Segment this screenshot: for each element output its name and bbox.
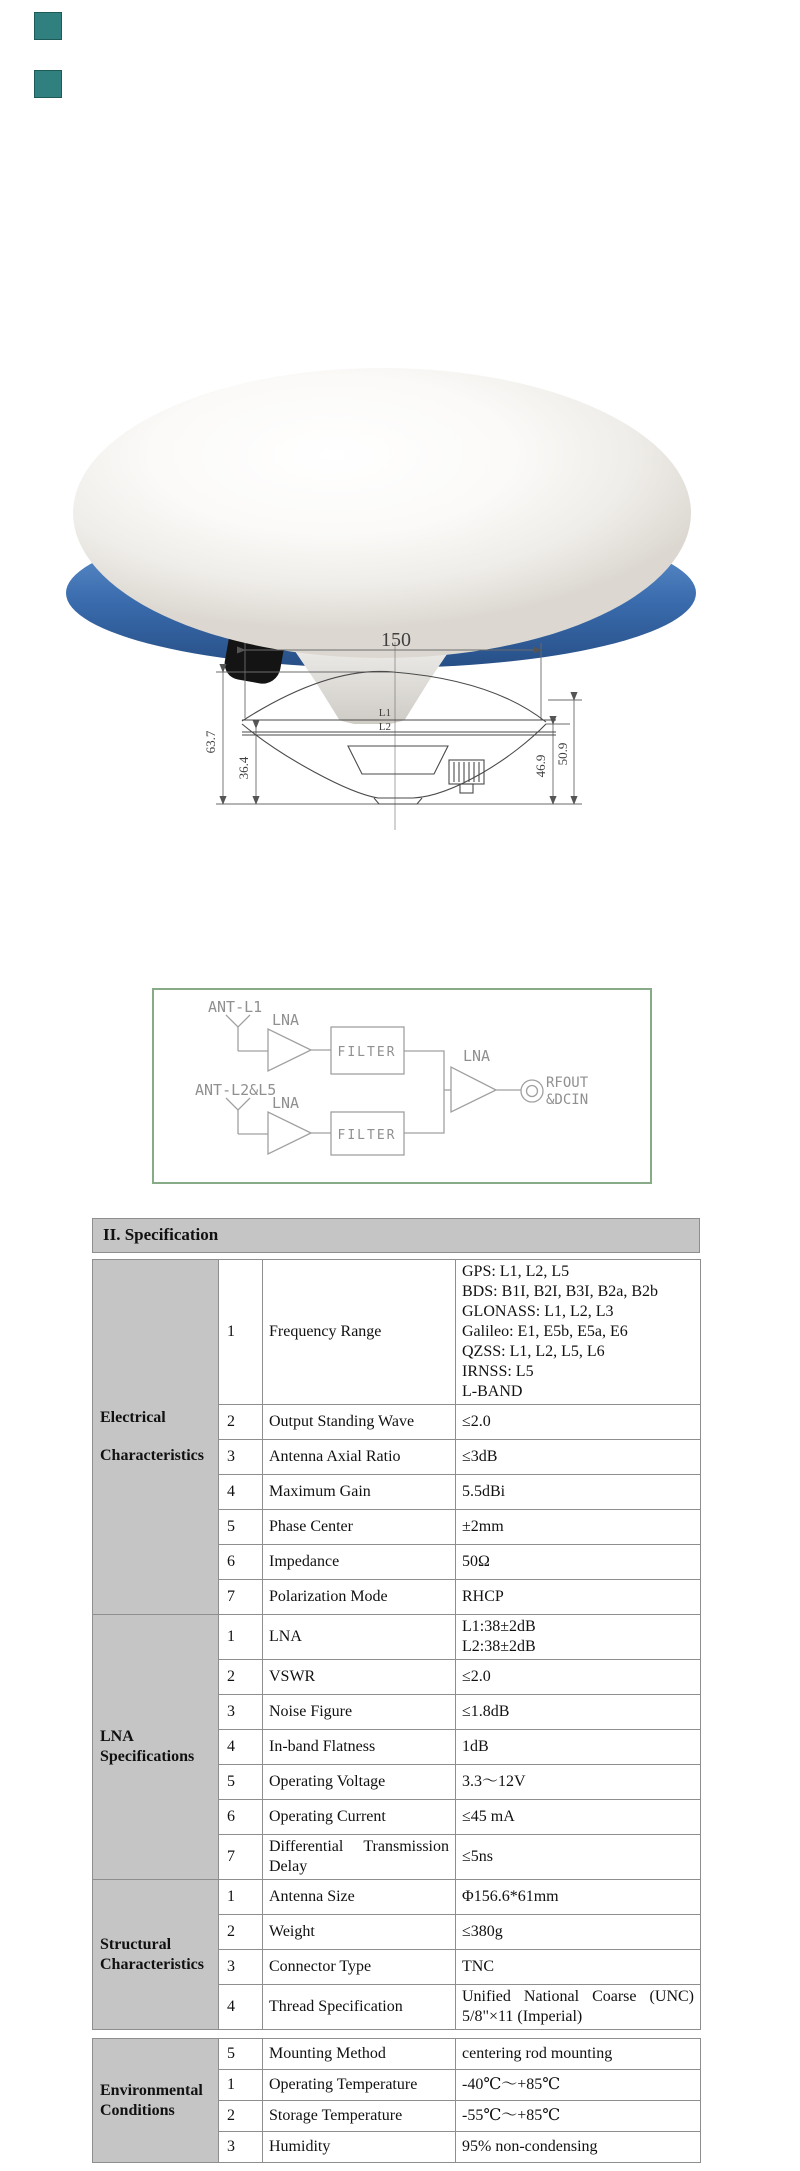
dim-outer-right-label: 50.9 bbox=[555, 742, 570, 766]
filter2-label: FILTER bbox=[337, 1128, 397, 1143]
row-value-line: L2:38±2dB bbox=[462, 1638, 536, 1655]
antenna-dome bbox=[73, 368, 691, 658]
row-parameter: Noise Figure bbox=[263, 1695, 456, 1730]
section-label bbox=[93, 1880, 219, 2030]
ant-l1-label: ANT-L1 bbox=[208, 998, 263, 1016]
row-value: Unified National Coarse (UNC) 5/8"×11 (Imperial) bbox=[456, 1985, 701, 2030]
row-value-line: QZSS: L1, L2, L5, L6 bbox=[462, 1343, 605, 1360]
teal-square-icon bbox=[34, 12, 62, 40]
row-value: 3.3～12V bbox=[456, 1765, 701, 1800]
antenna-photo bbox=[0, 180, 800, 630]
layer-l1-label: L1 bbox=[378, 707, 391, 719]
section-label bbox=[93, 1260, 219, 1615]
row-value: 1dB bbox=[456, 1730, 701, 1765]
section-label-line: Characteristics bbox=[100, 1955, 204, 1973]
row-parameter: LNA bbox=[263, 1615, 456, 1660]
row-number: 5 bbox=[219, 1510, 263, 1545]
row-parameter: Frequency Range bbox=[263, 1260, 456, 1405]
row-parameter: Operating Temperature bbox=[263, 2070, 456, 2101]
section-label bbox=[93, 2039, 219, 2163]
row-number: 5 bbox=[219, 2039, 263, 2070]
row-parameter: VSWR bbox=[263, 1660, 456, 1695]
row-value: centering rod mounting bbox=[456, 2039, 701, 2070]
row-value-line: BDS: B1I, B2I, B3I, B2a, B2b bbox=[462, 1283, 659, 1300]
row-number: 7 bbox=[219, 1835, 263, 1880]
rfout-label: RFOUT bbox=[546, 1075, 589, 1091]
lna3-label: LNA bbox=[463, 1047, 491, 1065]
row-value: 95% non-condensing bbox=[456, 2132, 701, 2163]
row-value: -55℃～+85℃ bbox=[456, 2101, 701, 2132]
section-label-line: Specifications bbox=[100, 1748, 195, 1765]
section-label-line: Environmental bbox=[100, 2081, 203, 2099]
row-number: 2 bbox=[219, 1405, 263, 1440]
table-row bbox=[93, 2039, 701, 2070]
section-label-line: Structural bbox=[100, 1935, 172, 1953]
row-value: Φ156.6*61mm bbox=[456, 1880, 701, 1915]
row-value: ≤45 mA bbox=[456, 1800, 701, 1835]
row-value-line: GPS: L1, L2, L5 bbox=[462, 1263, 570, 1280]
row-number: 4 bbox=[219, 1475, 263, 1510]
row-parameter: Thread Specification bbox=[263, 1985, 456, 2030]
filter1-label: FILTER bbox=[337, 1045, 397, 1060]
row-parameter: Output Standing Wave bbox=[263, 1405, 456, 1440]
dcin-label: &DCIN bbox=[546, 1092, 589, 1108]
row-value-line: GLONASS: L1, L2, L3 bbox=[462, 1303, 614, 1320]
lna2-label: LNA bbox=[272, 1094, 300, 1112]
row-value: ≤3dB bbox=[456, 1440, 701, 1475]
row-parameter: Weight bbox=[263, 1915, 456, 1950]
row-number: 3 bbox=[219, 1440, 263, 1475]
section-label-line: Conditions bbox=[100, 2101, 175, 2119]
row-parameter: Differential Transmission Delay bbox=[263, 1835, 456, 1880]
spec-tables bbox=[92, 1259, 700, 2163]
row-value: ≤380g bbox=[456, 1915, 701, 1950]
table-row bbox=[93, 1615, 701, 1660]
row-value: ±2mm bbox=[456, 1510, 701, 1545]
row-value-line: L-BAND bbox=[462, 1383, 523, 1400]
lna1-label: LNA bbox=[272, 1011, 300, 1029]
row-number: 2 bbox=[219, 1915, 263, 1950]
row-value: ≤5ns bbox=[456, 1835, 701, 1880]
dim-overall-height-label: 63.7 bbox=[203, 730, 218, 754]
row-value-line: Galileo: E1, E5b, E5a, E6 bbox=[462, 1323, 628, 1340]
dim-inner-right-label: 46.9 bbox=[533, 754, 548, 778]
row-parameter: Phase Center bbox=[263, 1510, 456, 1545]
row-number: 1 bbox=[219, 2070, 263, 2101]
row-parameter: Maximum Gain bbox=[263, 1475, 456, 1510]
dim-lower-height-label: 36.4 bbox=[236, 756, 251, 780]
section-label-line: LNA bbox=[100, 1728, 134, 1745]
table-row bbox=[93, 1260, 701, 1405]
row-value: ≤2.0 bbox=[456, 1405, 701, 1440]
section-label-line: Electrical bbox=[100, 1409, 166, 1426]
row-number: 3 bbox=[219, 1695, 263, 1730]
dim-width-label: 150 bbox=[381, 629, 411, 651]
row-value: ≤2.0 bbox=[456, 1660, 701, 1695]
spec-table-1 bbox=[92, 1259, 701, 2030]
row-value bbox=[456, 1615, 701, 1660]
row-value: 50Ω bbox=[456, 1545, 701, 1580]
row-parameter: Operating Current bbox=[263, 1800, 456, 1835]
row-value: ≤1.8dB bbox=[456, 1695, 701, 1730]
row-parameter: In-band Flatness bbox=[263, 1730, 456, 1765]
row-value: -40℃～+85℃ bbox=[456, 2070, 701, 2101]
row-parameter: Storage Temperature bbox=[263, 2101, 456, 2132]
block-diagram-svg bbox=[154, 990, 650, 1182]
row-value: TNC bbox=[456, 1950, 701, 1985]
row-number: 1 bbox=[219, 1615, 263, 1660]
spec-table-2 bbox=[92, 2038, 701, 2163]
row-parameter: Humidity bbox=[263, 2132, 456, 2163]
row-number: 3 bbox=[219, 1950, 263, 1985]
section-label-line: Characteristics bbox=[100, 1447, 204, 1464]
row-number: 5 bbox=[219, 1765, 263, 1800]
row-number: 4 bbox=[219, 1985, 263, 2030]
row-value bbox=[456, 1260, 701, 1405]
row-parameter: Antenna Axial Ratio bbox=[263, 1440, 456, 1475]
row-number: 1 bbox=[219, 1880, 263, 1915]
teal-square-icon bbox=[34, 70, 62, 98]
dimension-drawing bbox=[198, 628, 602, 836]
row-parameter: Mounting Method bbox=[263, 2039, 456, 2070]
row-value: RHCP bbox=[456, 1580, 701, 1615]
row-parameter: Antenna Size bbox=[263, 1880, 456, 1915]
row-parameter: Operating Voltage bbox=[263, 1765, 456, 1800]
layer-l2-label: L2 bbox=[378, 721, 391, 733]
section-label bbox=[93, 1615, 219, 1880]
row-number: 4 bbox=[219, 1730, 263, 1765]
row-number: 6 bbox=[219, 1800, 263, 1835]
row-value-line: L1:38±2dB bbox=[462, 1618, 536, 1635]
row-number: 3 bbox=[219, 2132, 263, 2163]
row-number: 7 bbox=[219, 1580, 263, 1615]
row-value: 5.5dBi bbox=[456, 1475, 701, 1510]
row-value-line: IRNSS: L5 bbox=[462, 1363, 534, 1380]
row-number: 1 bbox=[219, 1260, 263, 1405]
spec-table-title: II. Specification bbox=[92, 1218, 700, 1253]
row-number: 2 bbox=[219, 2101, 263, 2132]
specification-section bbox=[92, 1218, 700, 2171]
ant-l2l5-label: ANT-L2&L5 bbox=[195, 1081, 277, 1099]
row-number: 2 bbox=[219, 1660, 263, 1695]
row-parameter: Impedance bbox=[263, 1545, 456, 1580]
lna-block-diagram bbox=[152, 988, 652, 1184]
row-number: 6 bbox=[219, 1545, 263, 1580]
row-parameter: Polarization Mode bbox=[263, 1580, 456, 1615]
row-parameter: Connector Type bbox=[263, 1950, 456, 1985]
table-row bbox=[93, 1880, 701, 1915]
